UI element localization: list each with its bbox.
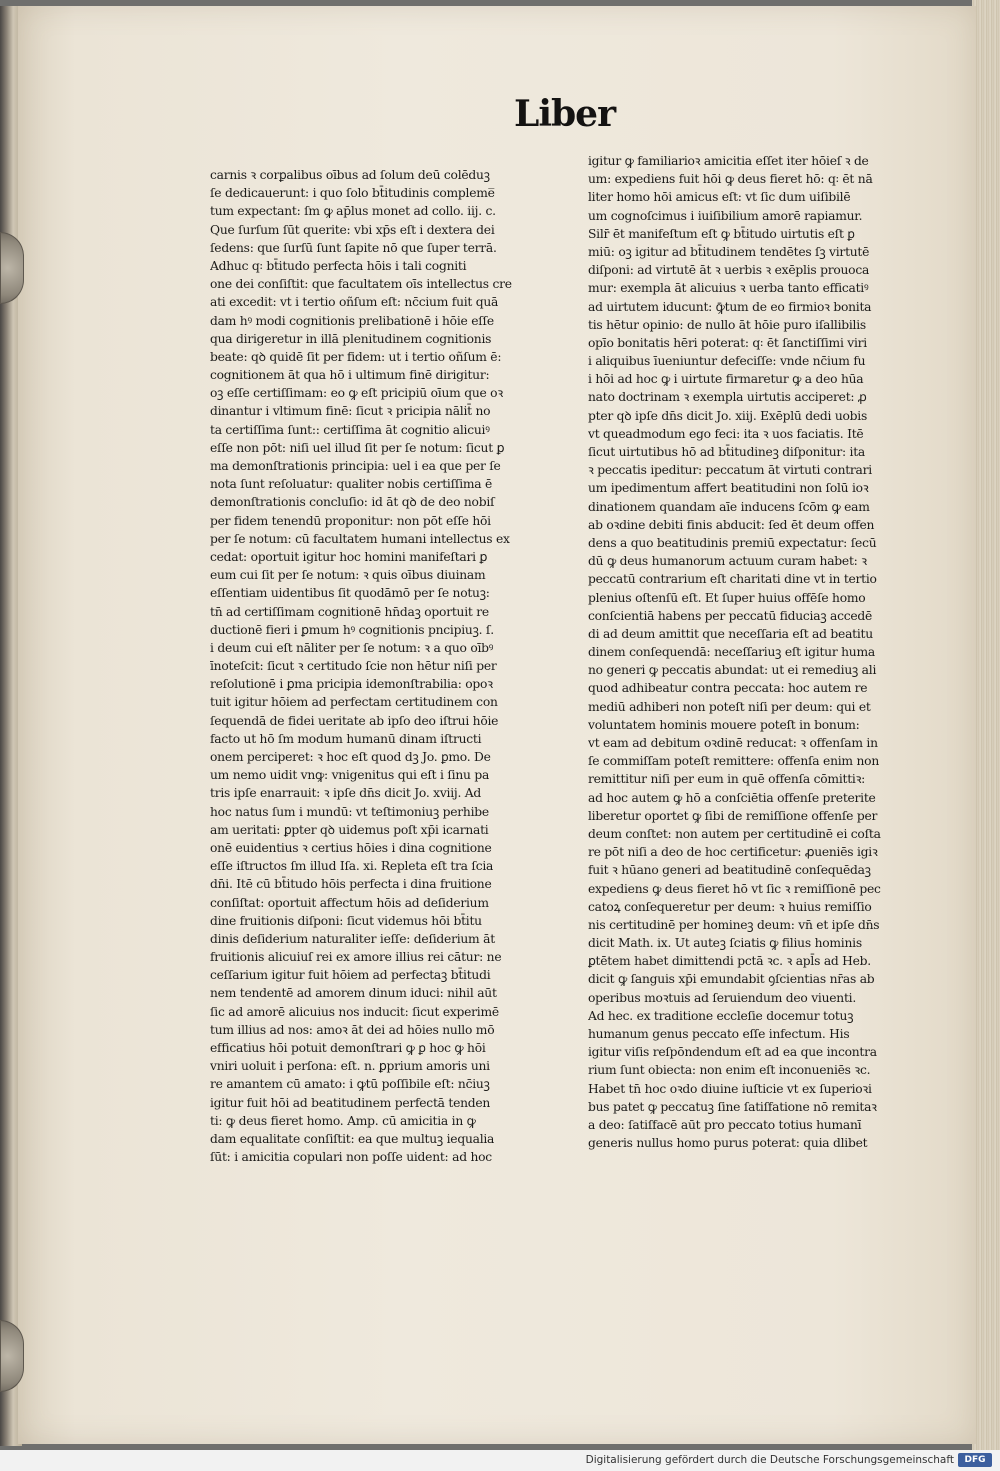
text-line: beate: qꝺ quidē ſit per fidem: ut i tertio oñſum ē:: [210, 349, 502, 364]
text-line: ad hoc autem ꝙ hō a conſciētia offenſe preterite: [588, 790, 876, 805]
text-line: vt queadmodum ego feci: ita ꝛ uos faciatis. Itē: [588, 426, 864, 441]
text-line: eſſe non pōt: niſi uel illud ſit per ſe notum: ſicut ꝑ: [210, 440, 505, 455]
text-line: liter homo hōi amicus eſt: vt ſic dum uiſibilē: [588, 190, 851, 205]
text-line: opīo bonitatis hēri poterat: q꞉ ēt ſanctiſſimi viri: [588, 335, 867, 350]
text-line: diſponi: ad virtutē āt ꝛ uerbis ꝛ exēplis prouoca: [588, 263, 870, 278]
funding-credit: Digitalisierung gefördert durch die Deutsche Forschungsgemeinschaft: [585, 1454, 954, 1466]
text-line: ſe commiſſam poteſt remittere: offenſa enim non: [588, 754, 879, 769]
text-line: dinationem quandam aīe inducens ſcōm ꝙ eam: [588, 499, 870, 514]
text-line: onem perciperet: ꝛ hoc eſt quod dꝫ Jo. ꝑmo. De: [210, 750, 491, 764]
text-line: a deo: ſatiſfacē aūt pro peccato totius humanī: [588, 1117, 862, 1132]
text-line: voluntatem hominis mouere poteſt in bonum:: [588, 717, 860, 732]
page-stack-edge: [972, 0, 1000, 1450]
text-line: one dei conſiſtit: que facultatem oīs intellectus cre: [210, 277, 512, 292]
text-line: i hōi ad hoc ꝙ i uirtute firmaretur ꝙ a deo hūa: [588, 372, 864, 387]
text-line: efficatius hōi potuit demonſtrari ꝙ ꝑ hoc ꝙ hōi: [210, 1041, 486, 1055]
text-line: tn̄ ad certiſſimam cognitionē hn̄daꝫ oportuit re: [210, 604, 489, 619]
text-line: ſicut uirtutibus hō ad bt̄itudineꝫ diſponitur: ita: [588, 445, 865, 459]
text-line: um cognoſcimus i iuiſibilium amorē rapiamur.: [588, 208, 863, 223]
text-line: um nemo uidit vnꝙ: vnigenitus qui eſt i ſinu pa: [210, 768, 490, 783]
text-line: igitur fuit hōi ad beatitudinem perfectā tenden: [210, 1095, 491, 1110]
text-line: dinem conſequendā: neceſſariuꝫ eſt igitur huma: [588, 645, 875, 660]
text-line: eum cui ſit per ſe notum: ꝛ quis oībus diuinam: [210, 568, 486, 583]
text-line: peccatū contrarium eſt charitati dine vt in tertio: [588, 572, 877, 587]
text-line: Habet tn̄ hoc oꝛdo diuine iuſticie vt ex ſuperioꝛi: [588, 1081, 872, 1096]
text-line: ab oꝛdine debiti finis abducit: ſed ēt deum offen: [588, 517, 875, 532]
text-line: ti: ꝙ deus fieret homo. Amp. cū amicitia in ꝙ: [210, 1113, 476, 1128]
text-line: humanum genus peccato eſſe infectum. His: [588, 1027, 850, 1041]
text-line: cedat: oportuit igitur hoc homini manifeſtari ꝑ: [210, 549, 488, 564]
text-line: tum illius ad nos: amoꝛ āt dei ad hōies nullo mō: [210, 1022, 495, 1037]
text-line: ma demonſtrationis principia: uel i ea que per ſe: [210, 459, 501, 473]
text-line: Adhuc q꞉ bt̄itudo perfecta hōis i tali cogniti: [210, 258, 467, 273]
text-line: per fidem tenendū proponitur: non pōt eſſe hōi: [210, 513, 491, 528]
text-line: cognitionem āt qua hō i ultimum finē dirigitur:: [210, 368, 490, 383]
text-line: qua dirigeretur in illā plenitudinem cognitionis: [210, 331, 492, 346]
text-line: hoc natus ſum i mundū: vt teſtimoniuꝫ perhibe: [210, 804, 489, 819]
text-line: ta certiſſima ſunt:: certiſſima āt cognitio alicuiꝰ: [210, 422, 490, 437]
text-line: ſedens: que ſurſū ſunt ſapite nō que ſuper terrā.: [210, 240, 497, 255]
running-head: Liber: [514, 93, 616, 135]
text-line: ductionē fieri i ꝑmum hꝰ cognitionis pncipiuꝫ. ſ.: [210, 622, 494, 637]
text-line: dn̄i. Itē cū bt̄itudo hōis perfecta i dina fruitione: [210, 877, 492, 892]
text-line: i deum cui eſt nāliter per ſe notum: ꝛ a quo oībꝰ: [210, 640, 494, 655]
text-line: dinis deſiderium naturaliter ieſſe: deſiderium āt: [210, 931, 495, 946]
text-line: catoꝝ conſequeretur per deum: ꝛ huius remiſſio: [588, 899, 872, 914]
text-line: mur: exempla āt alicuius ꝛ uerba tanto efficatiꝰ: [588, 281, 869, 296]
text-line: īnoteſcit: ſicut ꝛ certitudo ſcie non hētur niſi per: [210, 659, 497, 674]
text-line: no generi ꝙ peccatis abundat: ut ei remediuꝫ ali: [588, 663, 877, 678]
text-line: demonſtrationis concluſio: id āt qꝺ de deo nobiſ: [210, 495, 495, 510]
text-line: ad uirtutem iducunt: ꝙ̄tum de eo firmioꝛ bonita: [588, 299, 872, 314]
text-line: dam hꝰ modi cognitionis prelibationē i hōie eſſe: [210, 313, 494, 328]
text-line: tris ipſe enarrauit: ꝛ ipſe dn̄s dicit Jo. xviij. Ad: [210, 786, 482, 801]
text-line: dens a quo beatitudinis premiū expectatur: ſecū: [588, 535, 877, 550]
text-line: oꝫ eſſe certiſſimam: eo ꝙ eſt pricipiū oīum que oꝛ: [210, 386, 503, 401]
text-line: per ſe notum: cū facultatem humani intellectus ex: [210, 531, 510, 546]
text-line: quod adhibeatur contra peccata: hoc autem re: [588, 681, 868, 696]
text-line: fruitionis alicuiuſ rei ex amore illius rei cātur: ne: [210, 950, 502, 965]
text-line: eſſe iſtructos ſm illud Iſa. xi. Repleta eſt tra ſcia: [210, 859, 494, 874]
book-page: [18, 6, 976, 1444]
text-line: igitur ꝙ familiarioꝛ amicitia eſſet iter hōieſ ꝛ de: [588, 154, 869, 168]
text-line: nem tendentē ad amorem dinum iduci: nihil aūt: [210, 986, 497, 1001]
text-line: onē euidentius ꝛ certius hōies i dina cognitione: [210, 840, 492, 855]
left-text-column: [210, 166, 558, 1166]
text-line: am ueritati: ꝑpter qꝺ uidemus poſt xp̄i icarnati: [210, 822, 489, 837]
text-line: ſequendā de fidei ueritate ab ipſo deo iſtrui hōie: [210, 713, 499, 728]
text-line: i aliquibus īueniuntur defeciſſe: vnde nc̄ium fu: [588, 354, 866, 369]
text-line: carnis ꝛ corꝑalibus oībus ad ſolum deū colēduꝫ: [210, 168, 490, 182]
text-line: dicit Math. ix. Ut auteꝫ ſciatis ꝙ filius hominis: [588, 936, 862, 951]
text-line: remittitur niſi per eum in quē offenſa cōmittiꝛ:: [588, 772, 866, 787]
text-line: di ad deum amittit que neceſſaria eſt ad beatitu: [588, 626, 873, 641]
text-line: fuit ꝛ hūano generi ad beatitudinē conſequēdaꝫ: [588, 863, 871, 878]
text-line: Silr̄ ēt manifeſtum eſt ꝙ bt̄itudo uirtutis eſt ꝑ: [588, 226, 855, 241]
text-line: conſiſtat: oportuit affectum hōis ad deſiderium: [210, 895, 489, 910]
text-line: Que ſurſum ſūt querite: vbi xp̄s eſt i dextera dei: [210, 222, 495, 237]
text-line: dicit ꝙ ſanguis xp̄i emundabit ꝯſcientias nr̄as ab: [588, 972, 875, 987]
text-line: ꝛ peccatis ipeditur: peccatum āt virtuti contrari: [588, 463, 872, 478]
text-line: liberetur oportet ꝙ ſibi de remiſſione offenſe per: [588, 808, 878, 823]
text-line: igitur viſis reſpōndendum eſt ad ea que incontra: [588, 1045, 877, 1060]
text-line: ꝑtētem habet dimittendi pctā ꝛc. ꝛ apl̄s ad Heb.: [588, 954, 871, 969]
text-line: dam equalitate conſiſtit: ea que multuꝫ iequalia: [210, 1131, 495, 1146]
text-line: bus patet ꝙ peccatuꝫ ſine ſatiſfatione nō remitaꝛ: [588, 1099, 877, 1114]
text-line: ceſſarium igitur fuit hōiem ad perfectaꝫ bt̄itudi: [210, 968, 491, 983]
text-line: nota ſunt reſoluatur: qualiter nobis certiſſima ē: [210, 477, 493, 492]
text-line: plenius oſtenſū eſt. Et ſuper huius offēſe homo: [588, 590, 866, 605]
text-line: mediū adhiberi non poteſt niſi per deum: qui et: [588, 699, 871, 714]
text-line: tum expectant: ſm ꝙ ap̄lus monet ad collo. iij. c.: [210, 204, 496, 219]
text-line: conſcientiā habens per peccatū fiduciaꝫ accedē: [588, 608, 873, 623]
text-line: ſe dedicauerunt: i quo ſolo bt̄itudinis compleme̅: [210, 186, 495, 201]
text-line: dū ꝙ deus humanorum actuum curam habet: ꝛ: [588, 554, 867, 569]
text-line: Ad hec. ex traditione eccleſie docemur totuꝫ: [588, 1008, 854, 1023]
text-line: generis nullus homo purus poterat: quia dlibet: [588, 1136, 868, 1151]
text-line: deum conſtet: non autem per certitudinē ei coſta: [588, 826, 881, 841]
text-line: expediens ꝙ deus fieret hō vt ſic ꝛ remiſſionē pec: [588, 881, 881, 896]
text-line: eſſentiam uidentibus ſit quodāmō per ſe notuꝫ:: [210, 586, 490, 601]
text-line: facto ut hō ſm modum humanū dinam iſtructi: [210, 731, 482, 746]
text-line: miū: oꝫ igitur ad bt̄itudinem tendētes ſꝫ virtutē: [588, 244, 870, 259]
text-line: tuit igitur hōiem ad perfectam certitudinem con: [210, 695, 498, 710]
text-line: ſic ad amorē alicuius nos inducit: ſicut experimē: [210, 1004, 499, 1019]
text-line: nato doctrinam ꝛ exempla uirtutis acciperet: ꝓ: [588, 390, 867, 405]
text-line: nis certitudinē per homineꝫ deum: vn̄ et ipſe dn̄s: [588, 917, 880, 932]
text-line: pter qꝺ ipſe dn̄s dicit Jo. xiij. Exēplū dedi uobis: [588, 408, 868, 423]
dfg-logo: DFG: [958, 1453, 992, 1467]
text-line: dine fruitionis diſponi: ſicut videmus hōi bt̄itu: [210, 913, 482, 928]
text-line: ſūt: i amicitia copulari non poſſe uident: ad hoc: [210, 1150, 492, 1165]
text-line: um: expediens fuit hōi ꝙ deus fieret hō: q꞉ ēt nā: [588, 172, 873, 187]
text-line: ati excedit: vt i tertio oñſum eſt: nc̄cium fuit quā: [210, 295, 499, 310]
text-line: operibus moꝛtuis ad ſeruiendum deo viuenti.: [588, 990, 856, 1005]
text-line: reſolutionē i ꝑma pricipia idemonſtrabilia: opoꝛ: [210, 677, 493, 692]
text-line: tis hētur opinio: de nullo āt hōie puro iſallibilis: [588, 317, 866, 332]
text-line: re amantem cū amato: i ꝙtū poſſibile eſt: nc̄iuꝫ: [210, 1077, 490, 1092]
text-line: um ipedimentum affert beatitudini non ſolū ioꝛ: [588, 481, 869, 496]
right-text-column: [588, 152, 936, 1152]
text-line: vt eam ad debitum oꝛdinē reducat: ꝛ offenſam in: [588, 736, 878, 750]
text-line: rium ſunt obiecta: non enim eſt inconueniēs ꝛc.: [588, 1063, 871, 1078]
text-line: vniri uoluit i perſona: eſt. n. ꝑprium amoris uni: [210, 1059, 490, 1074]
text-line: dinantur i vltimum finē: ſicut ꝛ pricipia nālit̄ no: [210, 404, 491, 419]
text-line: re pōt niſi a deo de hoc certificetur: ꝓueniēs igiꝛ: [588, 845, 878, 860]
